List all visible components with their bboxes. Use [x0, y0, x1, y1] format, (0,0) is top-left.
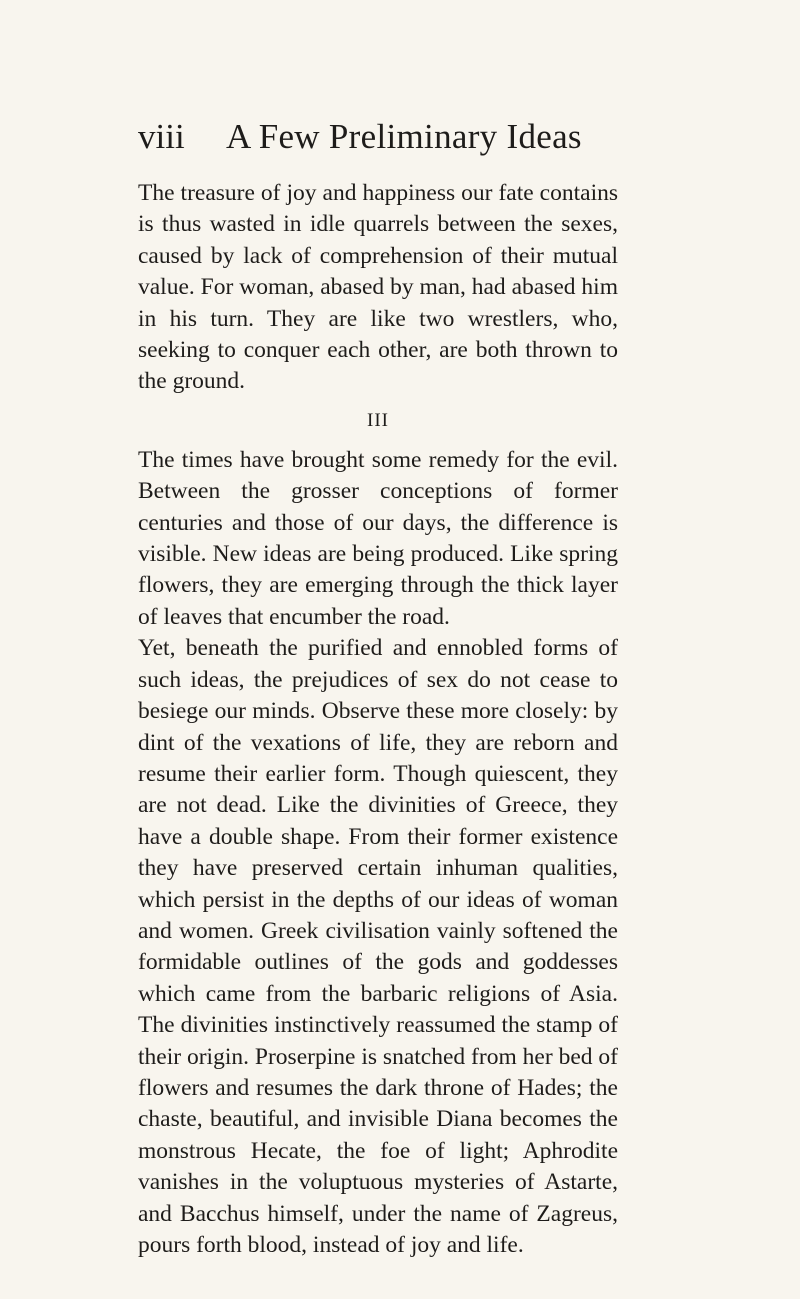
body-text — [138, 178, 618, 1261]
paragraph-2: The times have brought some remedy for the evil. Between the grosser conceptions of former centuries and those of our days, the difference is visible. New ideas are being produced. Like spring flowers, they are emerging through the thick layer of leaves that encumber the road. — [138, 446, 618, 630]
running-title: A Few Preliminary Ideas — [226, 117, 582, 156]
section-number: III — [367, 409, 389, 431]
paragraph-1: The treasure of joy and happiness our fate contains is thus wasted in idle quarrels between the sexes, caused by lack of comprehension of their mutual value. For woman, abased by man, had abased him in his turn. They are like two wrestlers, who, seeking to conquer each other, are both thrown to the ground. — [138, 180, 618, 395]
paragraph-3: Yet, beneath the purified and ennobled forms of such ideas, the prejudices of sex do not cease to besiege our minds. Observe these more closely: by dint of the vexations of life, they are reborn and resume their earlier form. Though quiescent, they are not dead. Like the divinities of Greece, they have a double shape. From their former existence they have preserved certain inhuman qualities, which persist in the depths of our ideas of woman and women. Greek civilisation vainly softened the formidable outlines of the gods and goddesses which came from the barbaric religions of Asia. The divinities instinctively reassumed the stamp of their origin. Proserpine is snatched from her bed of flowers and resumes the dark throne of Hades; the chaste, beautiful, and invisible Diana becomes the monstrous Hecate, the foe of light; Aphrodite vanishes in the voluptuous mysteries of Astarte, and Bacchus himself, under the name of Zagreus, pours forth blood, instead of joy and life. — [138, 635, 618, 1258]
page-number: viii — [138, 117, 185, 156]
running-head — [138, 112, 618, 162]
